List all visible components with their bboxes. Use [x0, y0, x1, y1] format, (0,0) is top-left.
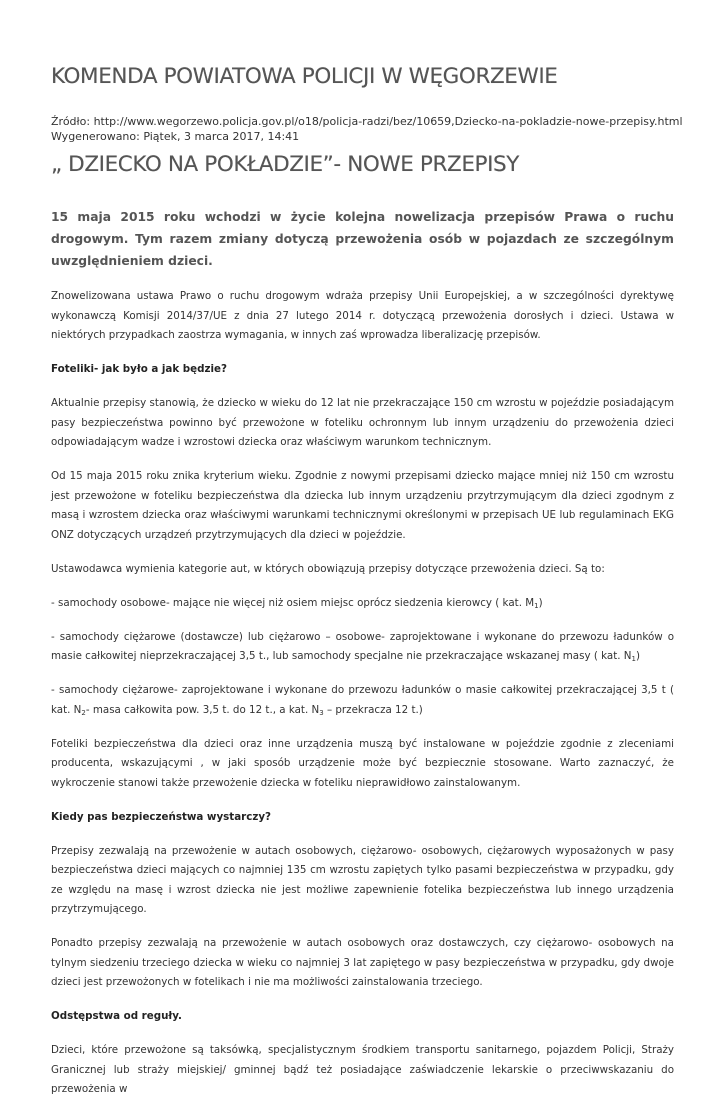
paragraph: Dzieci, które przewożone są taksówką, specjalistycznym środkiem transportu sanitarnego, pojazdem Policji, Straży Granicznej lub straży miejskiej/ gminnej bądź też posiadające zaświadczenie lekarskie o przeciwwskazaniu do przewożenia w — [51, 1044, 674, 1095]
paragraph: Znowelizowana ustawa Prawo o ruchu drogowym wdraża przepisy Unii Europejskiej, a w szczególności dyrektywę wykonawczą Komisji 2014/37/UE z dnia 27 lutego 2014 r. dotyczącą przewożenia dorosłych i dzieci. Ustawa w niektórych przypadkach zaostrza wymagania, w innych zaś wprowadza liberalizację przepisów. — [51, 290, 674, 341]
paragraph: Przepisy zezwalają na przewożenie w autach osobowych, ciężarowo- osobowych, ciężarowych wyposażonych w pasy bezpieczeństwa dzieci mających co najmniej 135 cm wzrostu zapiętych tylko pasami bezpieczeństwa w przypadku, gdy ze względu na masę i wzrost dziecka nie jest możliwe zapewnienie fotelika bezpieczeństwa lub innego urządzenia przytrzymującego. — [51, 844, 674, 915]
paragraph: Aktualnie przepisy stanowią, że dziecko w wieku do 12 lat nie przekraczające 150 cm wzrostu w pojeździe posiadającym pasy bezpieczeństwa powinno być przewożone w foteliku ochronnym lub innym urządzeniu do przewożenia dzieci odpowiadającym wadze i wzrostowi dziecka oraz właściwym warunkom technicznym. — [51, 397, 674, 448]
list-item-passenger-cars: - samochody osobowe- mające nie więcej niż osiem miejsc oprócz siedzenia kierowcy ( kat. $M_1$) — [51, 596, 543, 610]
paragraph: Ponadto przepisy zezwalają na przewożenie w autach osobowych oraz dostawczych, czy ciężarowo- osobowych na tylnym siedzeniu trzeciego dziecka w wieku co najmniej 3 lat zapiętego w pasy bezpieczeństwa w przypadku, gdy dwoje dzieci jest przewożonych w fotelikach i nie ma możliwości zainstalowania trzeciego. — [51, 937, 674, 988]
list-item-heavy-trucks: - samochody ciężarowe- zaprojektowane i wykonane do przewozu ładunków o masie całkowitej przekraczającej 3,5 t ( kat. $N_2-$ masa całkowita pow. 3,5 t. do 12 t., a kat. $N_3$ – przekracza 12 t.) — [51, 684, 674, 717]
section-heading-seat-belt: Kiedy pas bezpieczeństwa wystarczy? — [51, 810, 272, 823]
article-body — [51, 206, 674, 1114]
section-heading-exceptions: Odstępstwa od reguły. — [51, 1010, 182, 1022]
paragraph: Ustawodawca wymienia kategorie aut, w których obowiązują przepisy dotyczące przewożenia dzieci. Są to: — [51, 562, 605, 575]
list-item-light-trucks: - samochody ciężarowe (dostawcze) lub ciężarowo – osobowe- zaprojektowane i wykonane do przewozu ładunków o masie całkowitej nieprzekraczającej 3,5 t., lub samochody specjalne nie przekraczające wskazanej masy ( kat. $N_1$) — [51, 630, 674, 663]
organization-title: KOMENDA POWIATOWA POLICJI W WĘGORZEWIE — [51, 64, 558, 89]
paragraph: Od 15 maja 2015 roku znika kryterium wieku. Zgodnie z nowymi przepisami dziecko mające mniej niż 150 cm wzrostu jest przewożone w foteliku bezpieczeństwa dla dziecka lub innym urządzeniu przytrzymującym dla dzieci zgodnym z masą i wzrostem dziecka oraz właściwymi warunkami technicznymi określonymi w przepisach UE lub regulaminach EKG ONZ dotyczących urządzeń przytrzymujących dla dzieci w pojeździe. — [51, 470, 674, 541]
article-title: „ DZIECKO NA POKŁADZIE”- NOWE PRZEPISY — [51, 152, 520, 177]
article-lead: 15 maja 2015 roku wchodzi w życie kolejna nowelizacja przepisów Prawa o ruchu drogowym. Tym razem zmiany dotyczą przewożenia osób w pojazdach ze szczególnym uwzględnieniem dzieci. — [51, 210, 674, 268]
generated-line: Wygenerowano: Piątek, 3 marca 2017, 14:41 — [51, 130, 300, 143]
document-meta — [51, 114, 683, 144]
source-line: Źródło: http://www.wegorzewo.policja.gov.pl/o18/policja-radzi/bez/10659,Dziecko-na-pokladzie-nowe-przepisy.html — [51, 115, 683, 128]
paragraph: Foteliki bezpieczeństwa dla dzieci oraz inne urządzenia muszą być instalowane w pojeździe zgodnie z zleceniami producenta, wskazującymi , w jaki sposób urządzenie może być bezpiecznie stosowane. Warto zaznaczyć, że wykroczenie stanowi także przewożenie dziecka w foteliku nieprawidłowo zainstalowanym. — [51, 737, 674, 789]
section-heading-child-seats: Foteliki- jak było a jak będzie? — [51, 363, 228, 375]
